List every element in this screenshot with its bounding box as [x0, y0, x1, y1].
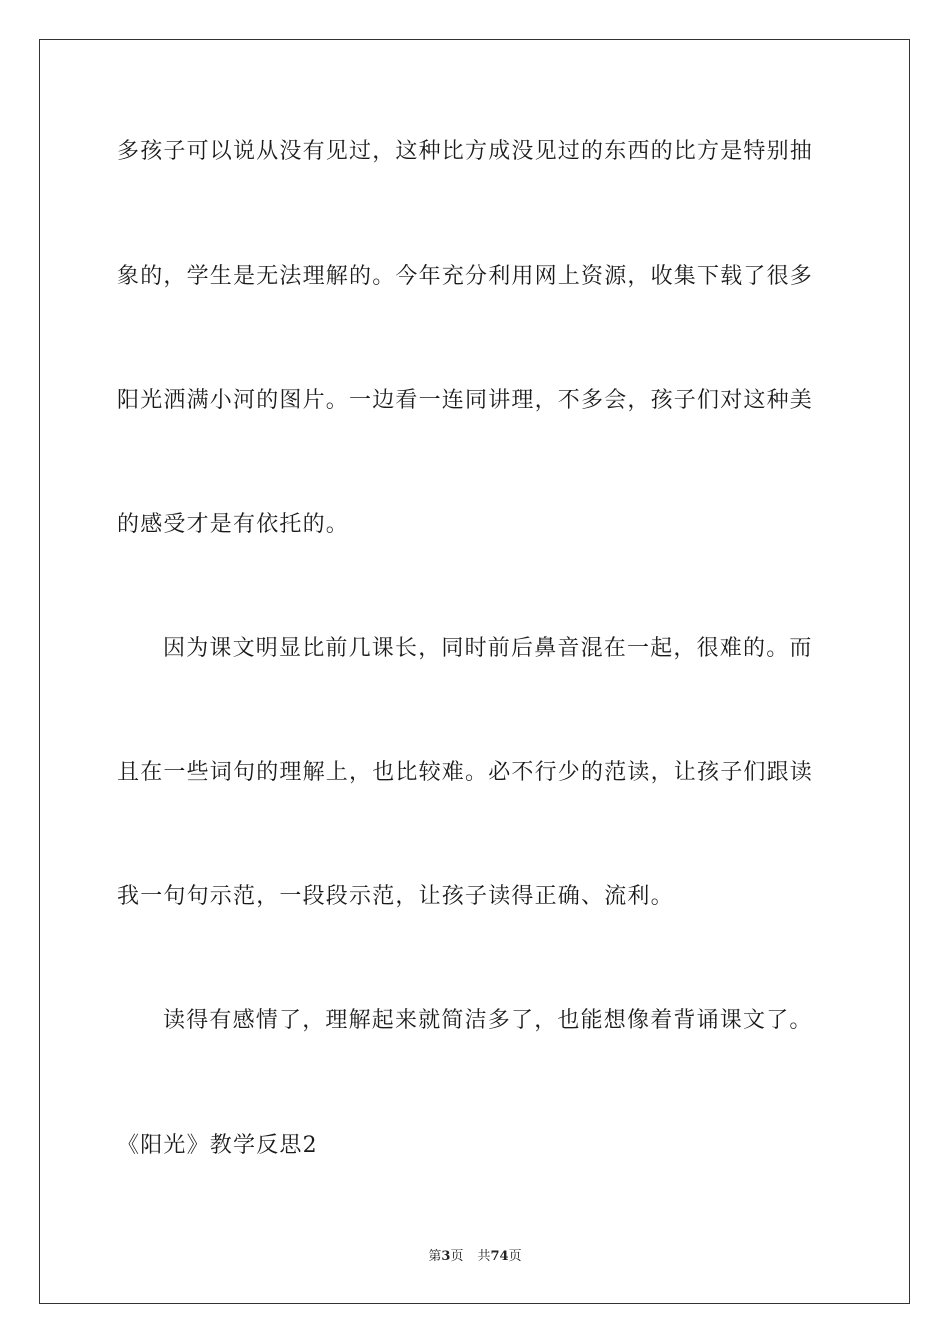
total-pages: 74	[490, 1249, 509, 1264]
page-footer	[0, 1248, 950, 1266]
page-prefix: 第	[428, 1249, 442, 1264]
section-heading: 《阳光》教学反思2	[117, 1133, 318, 1158]
body-text-line: 且在一些词句的理解上，也比较难。必不行少的范读，让孩子们跟读	[117, 760, 814, 785]
paragraph-first-line: 因为课文明显比前几课长，同时前后鼻音混在一起，很难的。而	[163, 636, 813, 661]
page-suffix: 页	[450, 1249, 464, 1264]
body-text-line: 多孩子可以说从没有见过，这种比方成没见过的东西的比方是特别抽	[117, 139, 814, 164]
total-prefix: 共	[477, 1249, 491, 1264]
page-number: 3	[441, 1249, 451, 1264]
total-suffix: 页	[508, 1249, 522, 1264]
body-text-line: 我一句句示范，一段段示范，让孩子读得正确、流利。	[117, 884, 674, 909]
body-text-line: 阳光洒满小河的图片。一边看一连同讲理，不多会，孩子们对这种美	[117, 388, 814, 413]
body-text-line: 象的，学生是无法理解的。今年充分利用网上资源，收集下载了很多	[117, 264, 814, 289]
body-text-line: 的感受才是有依托的。	[117, 512, 350, 537]
page-border	[39, 39, 910, 1304]
paragraph-first-line: 读得有感情了，理解起来就简洁多了，也能想像着背诵课文了。	[163, 1008, 813, 1033]
